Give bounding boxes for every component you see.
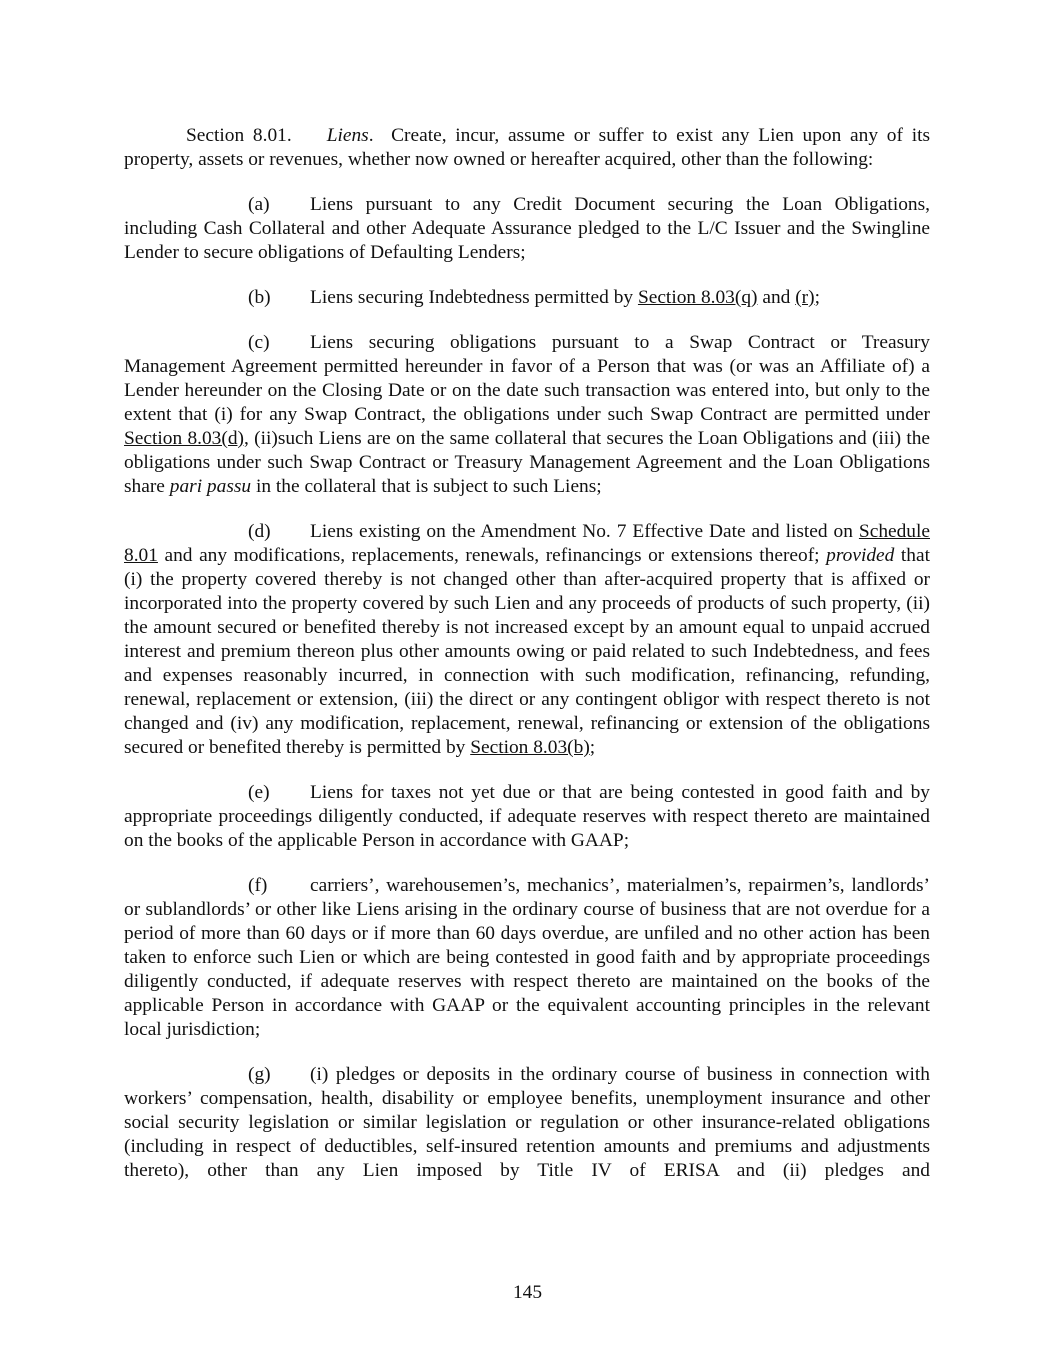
- clause-e: [124, 781, 930, 853]
- clause-f-text: carriers’, warehousemen’s, mechanics’, materialmen’s, repairmen’s, landlords’ or sublandlords’ or other like Liens arising in the ordinary course of business that are not overdue for a period of more than 60 days or if more than 60 days overdue, are unfiled and no other action has been taken to enforce such Lien or which are being contested in good faith and by appropriate proceedings diligently conducted, if adequate reserves with respect thereto are maintained on the books of the applicable Person in accordance with GAAP or the equivalent accounting principles in the relevant local jurisdiction;: [124, 875, 930, 1040]
- clause-c-text-1: Liens securing obligations pursuant to a Swap Contract or Treasury Management Agreement permitted hereunder in favor of a Person that was (or was an Affiliate of) a Lender hereunder on the Closing Date or on the date such transaction was entered into, but only to the extent that (i) for any Swap Contract, the obligations under such Swap Contract are permitted under: [124, 332, 930, 425]
- clause-c: [124, 331, 930, 499]
- page-number: 145: [512, 1282, 543, 1303]
- clause-g-label: (g): [248, 1064, 271, 1085]
- clause-d-ref-section-8-03-b: Section 8.03(b): [470, 737, 590, 758]
- clause-a-label: (a): [248, 194, 270, 215]
- clause-b: [124, 286, 930, 310]
- clause-d-text-1: Liens existing on the Amendment No. 7 Effective Date and listed on: [310, 521, 859, 542]
- clause-d-ref-schedule-8-01: Schedule 8.01: [124, 521, 930, 566]
- clause-d-provided: provided: [826, 545, 895, 566]
- clause-g: [124, 1063, 930, 1183]
- clause-d-text-3: that (i) the property covered thereby is not changed other than after-acquired property that is affixed or incorporated into the property covered by such Lien and any proceeds of products of such property, (ii) the amount secured or benefited thereby is not increased except by an amount equal to unpaid accrued interest and premium thereon plus other amounts owing or paid related to such Indebtedness, and fees and expenses reasonably incurred, in connection with such modification, refinancing, refunding, renewal, replacement or extension, (iii) the direct or any contingent obligor with respect thereto is not changed and (iv) any modification, replacement, renewal, refinancing or extension of the obligations secured or benefited thereby is permitted by: [124, 545, 930, 758]
- section-title: Liens: [326, 125, 369, 146]
- clause-g-text: (i) pledges or deposits in the ordinary course of business in connection with workers’ compensation, health, disability or employee benefits, unemployment insurance and other social security legislation or similar legislation or regulation or other insurance-related obligations (including in respect of deductibles, self-insured retention amounts and premiums and adjustments thereto), other than any Lien imposed by Title IV of ERISA and (ii) pledges and: [124, 1064, 930, 1181]
- clause-b-label: (b): [248, 287, 271, 308]
- clause-c-text-2: , (ii)such Liens are on the same collateral that secures the Loan Obligations and (iii) the obligations under such Swap Contract or Treasury Management Agreement and the Loan Obligations share: [124, 428, 931, 497]
- clause-d-text-2: and any modifications, replacements, renewals, refinancings or extensions thereof;: [157, 545, 827, 566]
- clause-b-text-3: ;: [814, 287, 820, 308]
- section-intro: Create, incur, assume or suffer to exist any Lien upon any of its property, assets or revenues, whether now owned or hereafter acquired, other than the following:: [124, 125, 931, 170]
- document-page: [124, 124, 930, 1204]
- clause-f-label: (f): [248, 875, 268, 896]
- clause-b-ref-section-8-03-q: Section 8.03(q): [637, 287, 758, 308]
- clause-e-label: (e): [248, 782, 270, 803]
- section-title-period: .: [368, 125, 374, 146]
- clause-d-label: (d): [248, 521, 271, 542]
- clause-e-text: Liens for taxes not yet due or that are being contested in good faith and by appropriate proceedings diligently conducted, if adequate reserves with respect thereto are maintained on the books of the applicable Person in accordance with GAAP;: [124, 782, 930, 851]
- section-8-01-paragraph: [124, 124, 930, 172]
- clause-c-text-3: in the collateral that is subject to such Liens;: [251, 476, 602, 497]
- section-number: Section 8.01.: [186, 125, 292, 146]
- clause-f: [124, 874, 930, 1042]
- clause-b-text-2: and: [757, 287, 796, 308]
- clause-a-text: Liens pursuant to any Credit Document securing the Loan Obligations, including Cash Collateral and other Adequate Assurance pledged to the L/C Issuer and the Swingline Lender to secure obligations of Defaulting Lenders;: [124, 194, 930, 263]
- clause-d-text-4: ;: [589, 737, 596, 758]
- clause-c-label: (c): [248, 332, 270, 353]
- clause-a: [124, 193, 930, 265]
- clause-d: [124, 520, 930, 760]
- clause-c-pari-passu: pari passu: [169, 476, 252, 497]
- clause-b-ref-r: (r): [795, 287, 815, 308]
- clause-c-ref-section-8-03-d: Section 8.03(d): [124, 428, 244, 449]
- clause-b-text-1: Liens securing Indebtedness permitted by: [310, 287, 638, 308]
